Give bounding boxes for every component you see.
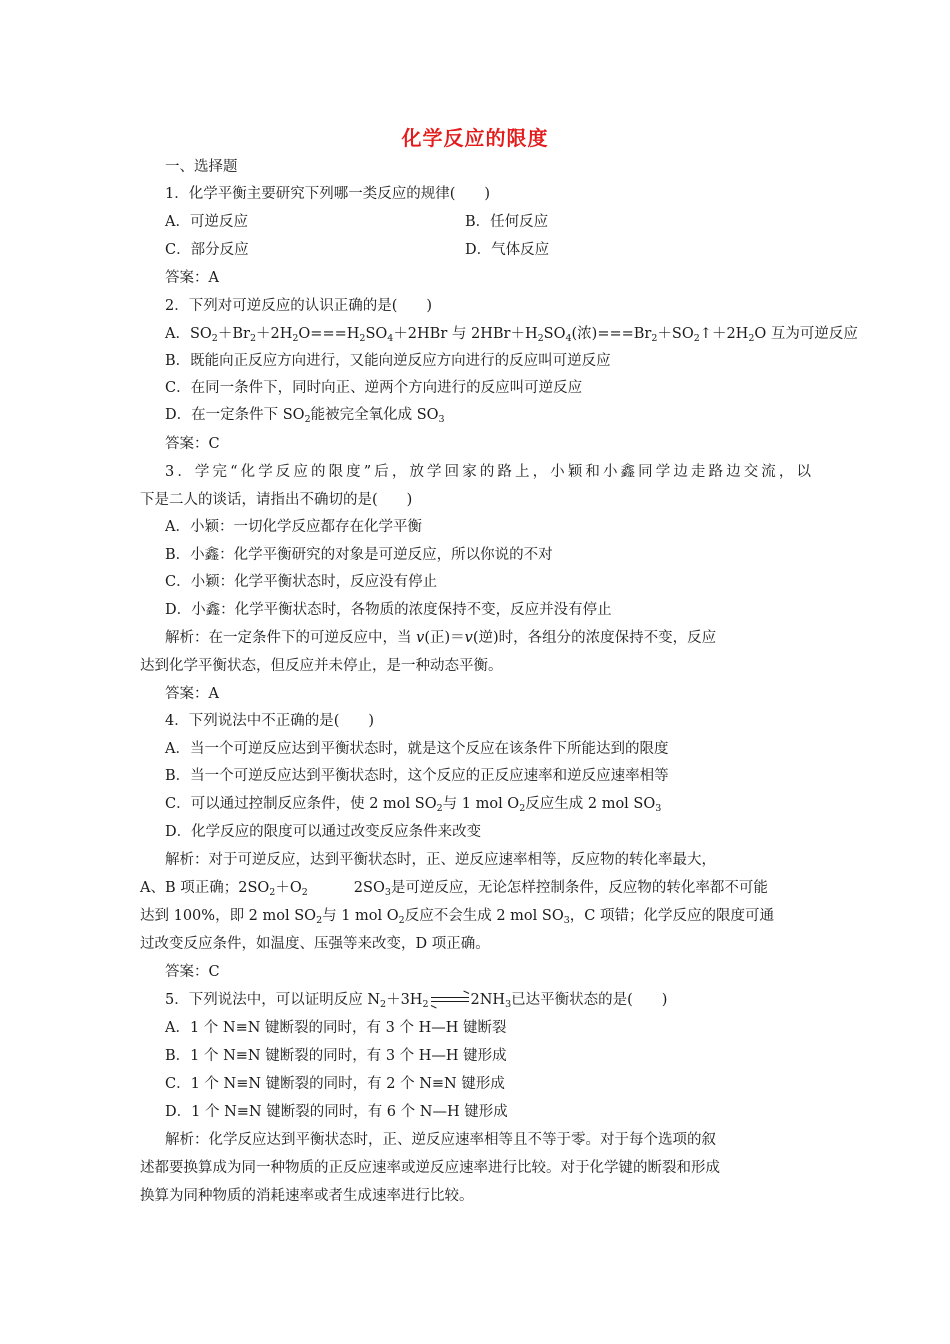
q2-option-d: D．在一定条件下 $SO_2$能被完全氧化成 $SO_3$ [165, 407, 445, 425]
q5-option-c: C．1 个 N≡N 键断裂的同时，有 2 个 N≡N 键形成 [165, 1076, 505, 1092]
q3-answer: 答案：A [165, 686, 219, 702]
q1-option-b: B．任何反应 [465, 214, 549, 230]
q4-answer: 答案：C [165, 964, 220, 980]
q4-analysis-line2: A、B 项正确；$2SO_2+O_2$ $2SO_3$是可逆反应，无论怎样控制条件，反应物的转化率都不可能 [140, 880, 768, 898]
q4-stem: 4．下列说法中不正确的是( ) [165, 713, 375, 729]
q3-option-d: D．小鑫：化学平衡状态时，各物质的浓度保持不变，反应并没有停止 [165, 602, 612, 618]
q3-analysis-line1: 解析：在一定条件下的可逆反应中，当 v(正)＝v(逆)时，各组分的浓度保持不变，反应 [165, 630, 717, 646]
q4-option-d: D．化学反应的限度可以通过改变反应条件来改变 [165, 824, 482, 840]
q2-answer: 答案：C [165, 436, 220, 452]
q4-option-a: A．当一个可逆反应达到平衡状态时，就是这个反应在该条件下所能达到的限度 [165, 741, 669, 757]
q5-option-a: A．1 个 N≡N 键断裂的同时，有 3 个 H—H 键断裂 [165, 1020, 507, 1036]
q2-option-c: C．在同一条件下，同时向正、逆两个方向进行的反应叫可逆反应 [165, 380, 583, 396]
q1-option-a: A．可逆反应 [165, 214, 248, 230]
q3-stem-line1: 3．学完“化学反应的限度”后，放学回家的路上，小颖和小鑫同学边走路边交流，以 [165, 464, 811, 480]
section-heading: 一、选择题 [165, 159, 238, 175]
q2-stem-text: 2．下列对可逆反应的认识正确的是( ) [165, 298, 433, 314]
q4-analysis-line1: 解析：对于可逆反应，达到平衡状态时，正、逆反应速率相等，反应物的转化率最大， [165, 852, 716, 868]
q2-stem-line [165, 296, 432, 316]
q4-analysis-line4: 过改变反应条件，如温度、压强等来改变，D 项正确。 [140, 936, 490, 952]
q1-option-d: D．气体反应 [465, 242, 550, 258]
q1-stem: 1．化学平衡主要研究下列哪一类反应的规律( ) [165, 186, 491, 202]
q5-analysis-line3: 换算为同种物质的消耗速率或者生成速率进行比较。 [140, 1188, 474, 1204]
q5-analysis-line2: 述都要换算成为同一种物质的正反应速率或逆反应速率进行比较。对于化学键的断裂和形成 [140, 1160, 720, 1176]
q4-option-b: B．当一个可逆反应达到平衡状态时，这个反应的正反应速率和逆反应速率相等 [165, 768, 669, 784]
q2-option-a: A．$SO_2+Br_2+2H_2O===H_2SO_4+2HBr$ 与 $2HBr+H_2SO_4$(浓)$===Br_2+SO_2↑+2H_2O$ 互为可逆反应 [165, 326, 858, 344]
q1-answer: 答案：A [165, 270, 219, 286]
page-title: 化学反应的限度 [401, 126, 549, 150]
q4-analysis-line3: 达到 100%，即 2 mol $SO_2$与 1 mol $O_2$反应不会生成 2 mol $SO_3$，C 项错；化学反应的限度可通 [140, 908, 774, 926]
q3-option-b: B．小鑫：化学平衡研究的对象是可逆反应，所以你说的不对 [165, 547, 553, 563]
q3-stem-line2: 下是二人的谈话，请指出不确切的是( ) [140, 492, 413, 508]
q3-option-a: A．小颖：一切化学反应都存在化学平衡 [165, 519, 422, 535]
q5-option-d: D．1 个 N≡N 键断裂的同时，有 6 个 N—H 键形成 [165, 1104, 508, 1120]
q3-analysis-line2: 达到化学平衡状态，但反应并未停止，是一种动态平衡。 [140, 658, 503, 674]
q5-stem: 5．下列说法中，可以证明反应 $N_2+3H_2$ $2NH_3$已达平衡状态的是( ) [165, 992, 668, 1010]
q4-option-c: C．可以通过控制反应条件，使 2 mol $SO_2$与 1 mol $O_2$反应生成 2 mol $SO_3$ [165, 796, 662, 814]
q5-analysis-line1: 解析：化学反应达到平衡状态时，正、逆反应速率相等且不等于零。对于每个选项的叙 [165, 1132, 716, 1148]
q1-option-c: C．部分反应 [165, 242, 249, 258]
reversible-arrow-icon [431, 995, 469, 1005]
q2-option-b: B．既能向正反应方向进行，又能向逆反应方向进行的反应叫可逆反应 [165, 353, 611, 369]
q3-option-c: C．小颖：化学平衡状态时，反应没有停止 [165, 574, 438, 590]
q5-option-b: B．1 个 N≡N 键断裂的同时，有 3 个 H—H 键形成 [165, 1048, 507, 1064]
